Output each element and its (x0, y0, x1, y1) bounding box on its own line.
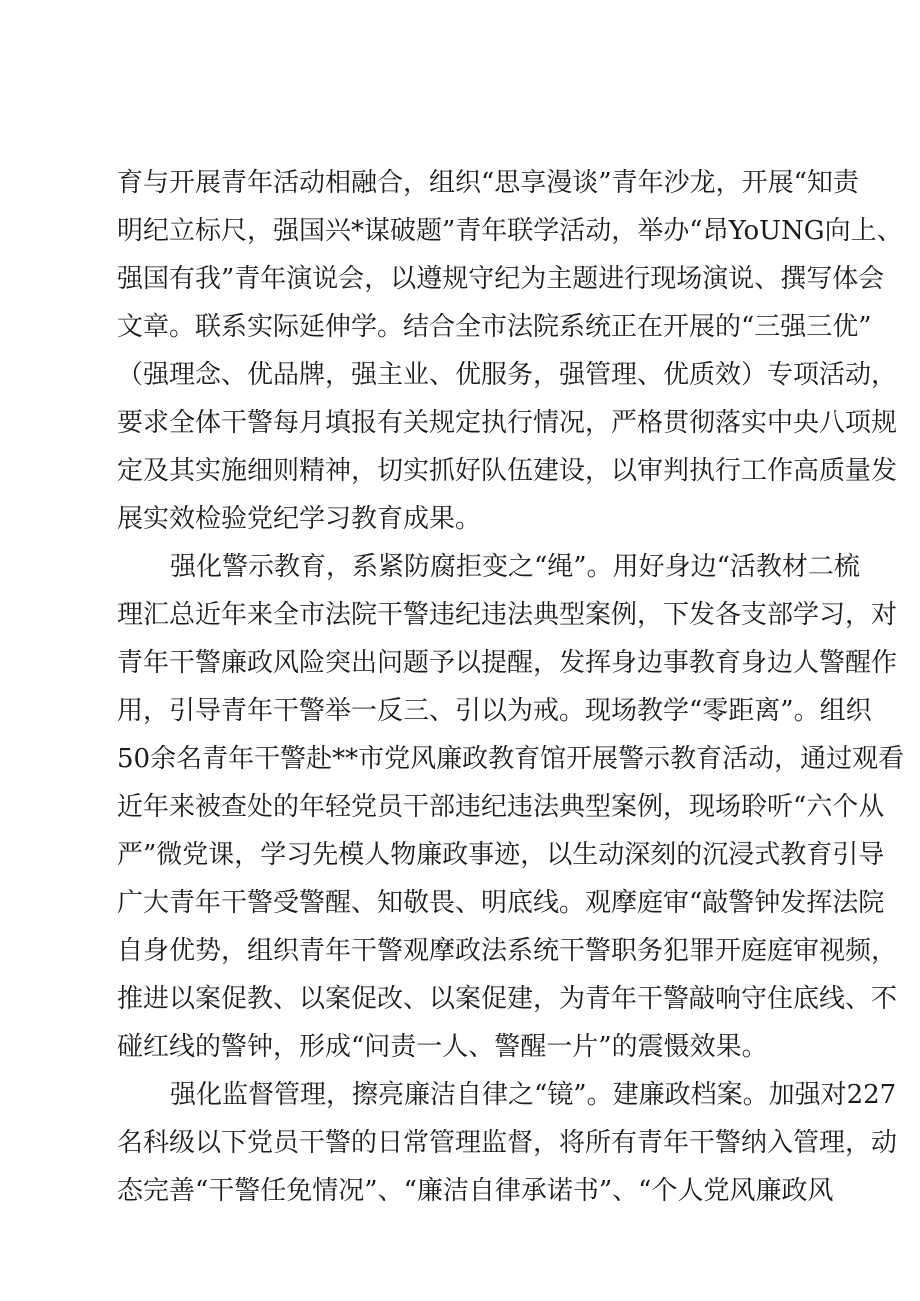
text-line: 文章。联系实际延伸学。结合全市法院系统正在开展的“三强三优” (117, 312, 872, 342)
text-line: 展实效检验党纪学习教育成果。 (117, 504, 482, 534)
text-line: 育与开展青年活动相融合，组织“思享漫谈”青年沙龙，开展“知责 (117, 168, 859, 198)
text-line: 50余名青年干警赴**市党风廉政教育馆开展警示教育活动，通过观看 (117, 744, 905, 774)
text-line: 碰红线的警钟，形成“问责一人、警醒一片”的震慑效果。 (117, 1032, 768, 1062)
text-line: 强国有我”青年演说会，以遵规守纪为主题进行现场演说、撰写体会 (117, 264, 885, 294)
text-line: 态完善“干警任免情况”、“廉洁自律承诺书”、“个人党风廉政风 (117, 1176, 834, 1206)
text-line: 广大青年干警受警醒、知敬畏、明底线。观摩庭审“敲警钟发挥法院 (117, 888, 885, 918)
text-line: 严”微党课，学习先模人物廉政事迹，以生动深刻的沉浸式教育引导 (117, 840, 885, 870)
text-line: 理汇总近年来全市法院干警违纪违法典型案例，下发各支部学习，对 (117, 600, 898, 630)
text-line: 推进以案促教、以案促改、以案促建，为青年干警敲响守住底线、不 (117, 984, 898, 1014)
paragraph-start-line: 强化监督管理，擦亮廉洁自律之“镜”。建廉政档案。加强对227 (170, 1080, 897, 1110)
text-line: 青年干警廉政风险突出问题予以提醒，发挥身边事教育身边人警醒作 (117, 648, 898, 678)
text-line: 定及其实施细则精神，切实抓好队伍建设，以审判执行工作高质量发 (117, 456, 898, 486)
text-line: 明纪立标尺，强国兴*谋破题”青年联学活动，举办“昂YoUNG向上、 (117, 216, 903, 246)
text-line: 名科级以下党员干警的日常管理监督，将所有青年干警纳入管理，动 (117, 1128, 898, 1158)
text-line: 近年来被查处的年轻党员干部违纪违法典型案例，现场聆听“六个从 (117, 792, 885, 822)
text-line: （强理念、优品牌，强主业、优服务，强管理、优质效）专项活动， (117, 360, 898, 390)
text-line: 用，引导青年干警举一反三、引以为戒。现场教学“零距离”。组织 (117, 696, 872, 726)
paragraph-start-line: 强化警示教育，系紧防腐拒变之“绳”。用好身边“活教材二梳 (170, 552, 860, 582)
text-line: 要求全体干警每月填报有关规定执行情况，严格贯彻落实中央八项规 (117, 408, 898, 438)
text-line: 自身优势，组织青年干警观摩政法系统干警职务犯罪开庭庭审视频， (117, 936, 898, 966)
